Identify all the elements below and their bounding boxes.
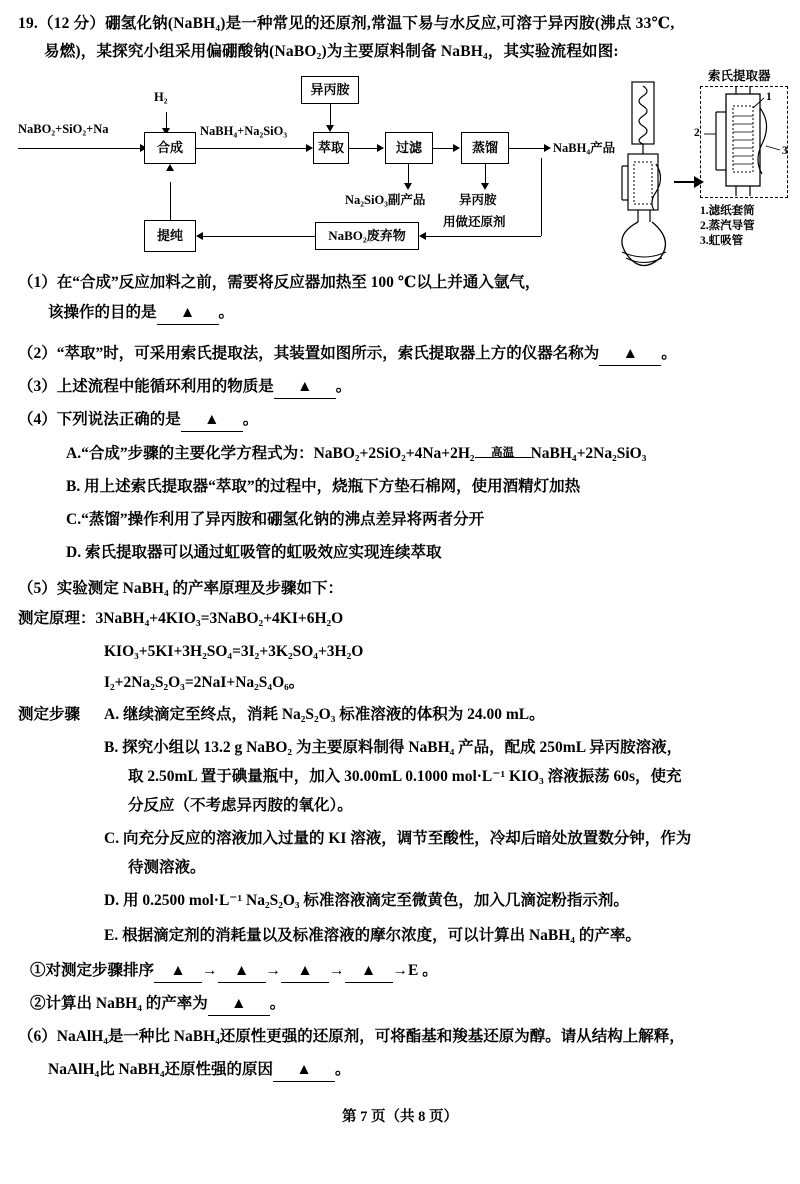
flow-box-filter: 过滤 [385, 132, 433, 164]
flow-line-waste-purify [203, 236, 315, 237]
question-header [18, 10, 784, 66]
part4-line: （4）下列说法正确的是 ▲ 。 [18, 409, 258, 432]
order-blank-1[interactable]: ▲ [154, 960, 202, 983]
legend-item-1: 1.滤纸套筒 [700, 205, 755, 217]
answer-blank-4[interactable]: ▲ [181, 409, 243, 432]
callout-1: 1 [766, 91, 772, 103]
step-C-line1: C. 向充分反应的溶液加入过量的 KI 溶液，调节至酸性，冷却后暗处放置数分钟，作为 [104, 830, 692, 847]
flow-arrow-purify-up [166, 164, 174, 171]
part5-steps-label: 测定步骤 [18, 706, 81, 723]
flow-box-waste: NaBO₂废弃物 [315, 222, 419, 250]
flow-box-distill: 蒸馏 [461, 132, 509, 164]
legend-item-2: 2.蒸汽导管 [700, 220, 755, 232]
part5-equation-2: KIO₃+5KI+3H₂SO₄=3I₂+3K₂SO₄+3H₂O [104, 643, 364, 660]
option-A: A.“合成”步骤的主要化学方程式为：NaBO₂+2SiO₂+4Na+2H₂ 高温 NaBH₄+2Na₂SiO₃ [66, 443, 646, 465]
legend-item-3: 3.虹吸管 [700, 235, 744, 247]
part1-line2: 该操作的目的是 ▲ 。 [48, 302, 234, 325]
callout-2: 2 [694, 127, 700, 139]
flow-line-purify-up [170, 182, 171, 220]
flow-reductant-label: 用做还原剂 [443, 215, 506, 229]
question-number: 19.（12 分） [18, 15, 106, 32]
part6-line1: （6）NaAlH₄是一种比 NaBH₄还原性更强的还原剂，可将酯基和羧基还原为醇。请从结构上解释， [18, 1028, 685, 1045]
step-B-line3: 分反应（不考虑异丙胺的氧化）。 [128, 797, 353, 814]
flow-arrow-ipa [326, 125, 334, 132]
answer-blank-1[interactable]: ▲ [157, 302, 219, 325]
order-blank-4[interactable]: ▲ [345, 960, 393, 983]
apparatus-title: 索氏提取器 [708, 69, 771, 83]
part6-line2: NaAlH₄比 NaBH₄还原性强的原因 ▲ 。 [48, 1059, 351, 1082]
flow-line-input [18, 148, 143, 149]
flow-arrow-byproduct [404, 183, 412, 190]
flow-arrow-3 [453, 144, 460, 152]
flow-arrow-waste-purify [196, 232, 203, 240]
flow-line-1 [196, 148, 309, 149]
answer-blank-6[interactable]: ▲ [273, 1059, 335, 1082]
flow-box-isopropylamine: 异丙胺 [301, 76, 359, 104]
step-D: D. 用 0.2500 mol·L⁻¹ Na₂S₂O₃ 标准溶液滴定至微黄色，加入几滴淀粉指示剂。 [104, 892, 629, 909]
part5-principle: 测定原理：3NaBH₄+4KIO₃=3NaBO₂+4KI+6H₂O [18, 610, 344, 627]
flow-input-label: NaBO₂+SiO₂+Na [18, 122, 109, 136]
part5-heading: （5）实验测定 NaBH₄ 的产率原理及步骤如下： [18, 580, 343, 597]
part1-line1: （1）在“合成”反应加料之前，需要将反应器加热至 100 ℃以上并通入氩气， [18, 274, 541, 291]
flow-product-label: NaBH₄产品 [553, 141, 616, 155]
flow-recover-label: 异丙胺 [459, 193, 497, 207]
part5-order-line: ①对测定步骤排序 ▲ → ▲ → ▲ → ▲ →E 。 [30, 960, 438, 983]
flow-box-extract: 萃取 [313, 132, 349, 164]
part5-equation-3: I₂+2Na₂S₂O₃=2NaI+Na₂S₄O₆。 [104, 674, 305, 691]
step-C-line2: 待测溶液。 [128, 859, 206, 876]
step-A: A. 继续滴定至终点，消耗 Na₂S₂O₃ 标准溶液的体积为 24.00 mL。 [104, 706, 545, 723]
flow-h2-label: H₂ [154, 90, 168, 104]
step-B-line2: 取 2.50mL 置于碘量瓶中，加入 30.00mL 0.1000 mol·L⁻¹ KIO₃ 溶液振荡 60s，使充 [128, 768, 682, 785]
step-B-line1: B. 探究小组以 13.2 g NaBO₂ 为主要原料制得 NaBH₄ 产品，配成 250mL 异丙胺溶液， [104, 739, 683, 756]
flow-arrow-1 [306, 144, 313, 152]
part2-line: （2）“萃取”时，可采用索氏提取法，其装置如图所示，索氏提取器上方的仪器名称为 ▲ 。 [18, 343, 677, 366]
part3-line: （3）上述流程中能循环利用的物质是 ▲ 。 [18, 376, 351, 399]
flow-arrow-reductant [419, 232, 426, 240]
reaction-condition: 高温 [475, 444, 531, 464]
soxhlet-apparatus-figure [600, 68, 795, 278]
flow-box-synthesis: 合成 [144, 132, 196, 164]
flow-box-purify: 提纯 [144, 220, 196, 252]
answer-blank-2[interactable]: ▲ [599, 343, 661, 366]
flow-arrow1-label: NaBH₄+Na₂SiO₃ [200, 124, 288, 138]
flow-line-2 [349, 148, 380, 149]
flow-byproduct-label: Na₂SiO₃副产品 [345, 193, 426, 207]
option-B: B. 用上述索氏提取器“萃取”的过程中，烧瓶下方垫石棉网，使用酒精灯加热 [66, 478, 581, 495]
question-line-2: 易燃)，某探究小组采用偏硼酸钠(NaBO₂)为主要原料制备 NaBH₄，其实验流程如图: [44, 43, 619, 60]
flow-line-reductant [426, 236, 541, 237]
callout-3: 3 [782, 145, 788, 157]
part5-calc-line: ②计算出 NaBH₄ 的产率为 ▲ 。 [30, 993, 285, 1016]
flow-line-right-down [541, 158, 542, 236]
flow-line-4 [509, 148, 547, 149]
page-footer: 第 7 页（共 8 页） [342, 1109, 458, 1125]
flow-arrow-2 [377, 144, 384, 152]
option-D: D. 索氏提取器可以通过虹吸管的虹吸效应实现连续萃取 [66, 544, 442, 561]
answer-blank-5[interactable]: ▲ [208, 993, 270, 1016]
question-line-1: 硼氢化钠(NaBH₄)是一种常见的还原剂,常温下易与水反应,可溶于异丙胺(沸点 33℃, [105, 15, 675, 32]
option-C: C.“蒸馏”操作利用了异丙胺和硼氢化钠的沸点差异将两者分开 [66, 511, 485, 528]
order-blank-3[interactable]: ▲ [281, 960, 329, 983]
flow-arrow-4 [544, 144, 551, 152]
answer-blank-3[interactable]: ▲ [274, 376, 336, 399]
order-blank-2[interactable]: ▲ [218, 960, 266, 983]
flow-arrow-recover [481, 183, 489, 190]
step-E: E. 根据滴定剂的消耗量以及标准溶液的摩尔浓度，可以计算出 NaBH₄ 的产率。 [104, 927, 641, 944]
apparatus-sketch-detail [700, 86, 788, 198]
